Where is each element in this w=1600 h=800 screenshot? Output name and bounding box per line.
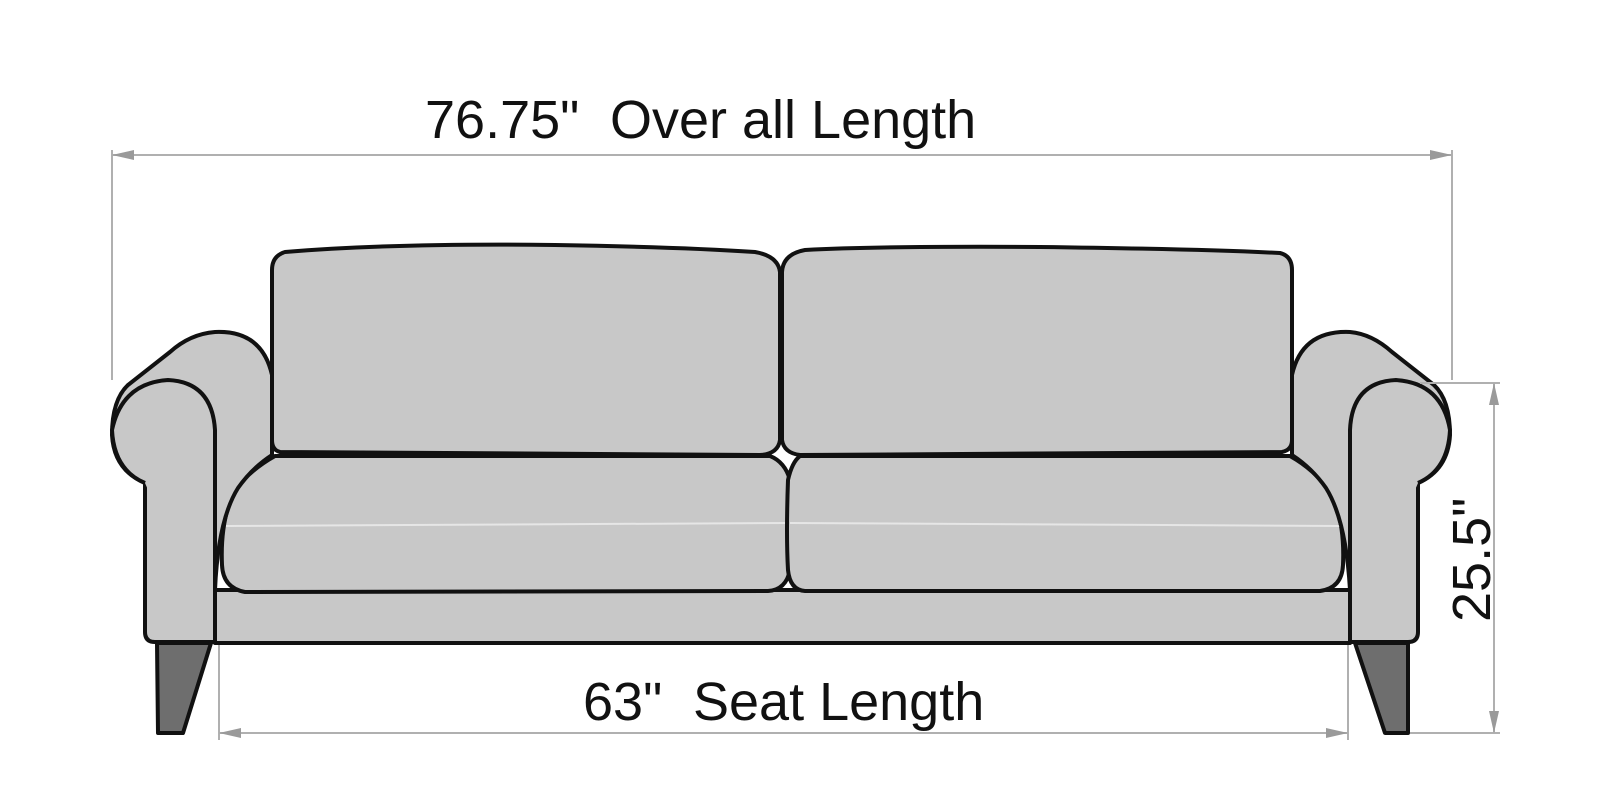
height-top-arrow-icon <box>1489 383 1499 405</box>
height-value: 25.5" <box>1442 497 1502 622</box>
seat-length-dimension <box>219 645 1348 740</box>
back-cushion-right <box>782 247 1292 455</box>
seat-right-arrow-icon <box>1326 728 1348 738</box>
overall-length-label: Over all Length <box>610 90 977 150</box>
sofa-base <box>215 590 1350 643</box>
seat-left-arrow-icon <box>219 728 241 738</box>
right-leg <box>1355 643 1408 733</box>
overall-length-value: 76.75" <box>425 90 580 150</box>
back-cushion-left <box>272 245 780 455</box>
seat-length-label: Seat Length <box>693 672 985 732</box>
overall-right-arrow-icon <box>1430 150 1452 160</box>
left-leg <box>157 643 211 733</box>
seat-length-value: 63" <box>583 672 663 732</box>
height-bottom-arrow-icon <box>1489 711 1499 733</box>
overall-left-arrow-icon <box>112 150 134 160</box>
